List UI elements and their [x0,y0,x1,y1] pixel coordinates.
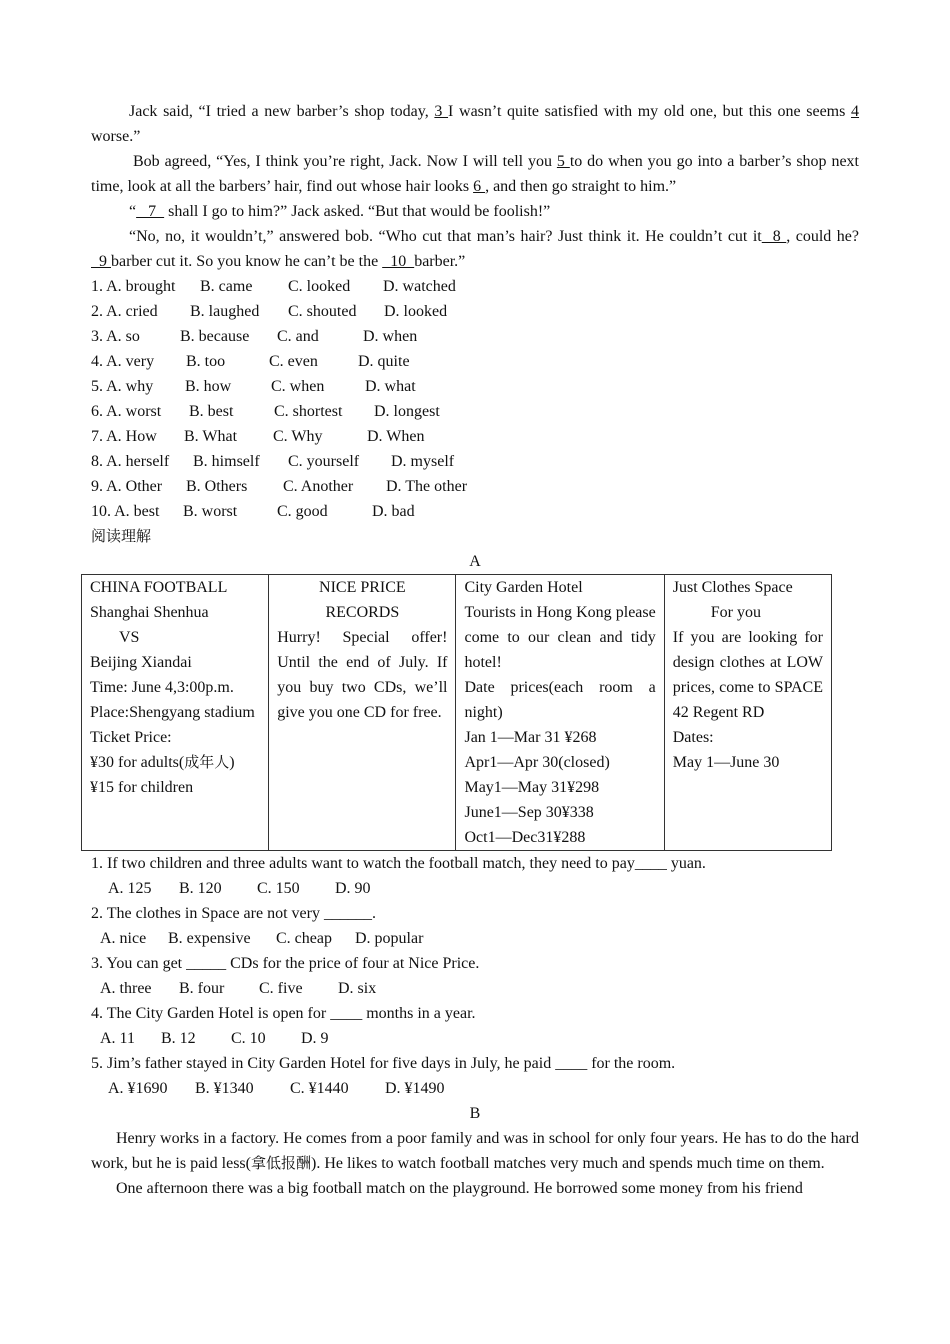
cloze-paragraph-4: “No, no, it wouldn’t,” answered bob. “Who cut that man’s hair? Just think it. He couldn’t cut it 8 , could he? 9 barber cut it. So you know he can’t be the 10 barber.” [91,228,860,270]
blank-8: 8 [761,228,787,245]
question-4: 4. The City Garden Hotel is open for ____ months in a year. [91,1005,476,1022]
document-page [91,99,859,1201]
option-row-8: 8. A. herself B. himself C. yourself D. myself [91,453,455,470]
blank-10: 10 [382,253,415,270]
blank-3: 3 [434,103,449,120]
ad-hotel: City Garden Hotel Tourists in Hong Kong please come to our clean and tidy hotel! Date prices(each room a night) Jan 1—Mar 31 ¥268 Apr1—Apr 30(closed) May1—May 31¥298 June1—Sep 30¥338 Oct1—Dec31¥288 [456,575,664,851]
ad-clothes: Just Clothes Space For you If you are looking for design clothes at LOW prices, come to SPACE 42 Regent RD Dates: May 1—June 30 [664,575,831,851]
ads-table [81,574,832,851]
option-row-2: 2. A. cried B. laughed C. shouted D. looked [91,303,448,320]
ad-records: NICE PRICE RECORDS Hurry! Special offer! Until the end of July. If you buy two CDs, we’ll give you one CD for free. [269,575,456,851]
blank-4: 4 [851,103,860,120]
blank-9: 9 [91,253,111,270]
option-row-9: 9. A. Other B. Others C. Another D. The other [91,478,468,495]
questions-a [91,851,859,1101]
option-row-6: 6. A. worst B. best C. shortest D. longest [91,403,440,420]
option-row-10: 10. A. best B. worst C. good D. bad [91,503,415,520]
blank-5: 5 [556,153,570,170]
question-3: 3. You can get _____ CDs for the price of four at Nice Price. [91,955,480,972]
option-row-1: 1. A. brought B. came C. looked D. watched [91,278,456,295]
question-5-options: A. ¥1690 B. ¥1340 C. ¥1440 D. ¥1490 [108,1080,445,1097]
passage-b-paragraph-1: Henry works in a factory. He comes from a poor family and was in school for only four years. He has to do the hard work, but he is paid less(拿低报酬). He likes to watch football matches very much and spends much time on them. [91,1130,859,1172]
section-b-label: B [469,1105,481,1122]
cloze-options [91,274,859,524]
cloze-paragraph-2: Bob agreed, “Yes, I think you’re right, Jack. Now I will tell you 5 to do when you go into a barber’s shop next time, look at all the barbers’ hair, find out whose hair looks 6 , and then go straight to him.” [91,153,860,195]
option-row-5: 5. A. why B. how C. when D. what [91,378,416,395]
section-a-label: A [469,553,481,570]
blank-6: 6 [473,178,486,195]
question-4-options: A. 11 B. 12 C. 10 D. 9 [100,1030,329,1047]
option-row-4: 4. A. very B. too C. even D. quite [91,353,410,370]
question-2-options: A. nice B. expensive C. cheap D. popular [100,930,424,947]
option-row-7: 7. A. How B. What C. Why D. When [91,428,425,445]
question-5: 5. Jim’s father stayed in City Garden Hotel for five days in July, he paid ____ for the room. [91,1055,676,1072]
ad-football: CHINA FOOTBALL Shanghai Shenhua VS Beijing Xiandai Time: June 4,3:00p.m. Place:Shengyang stadium Ticket Price: ¥30 for adults(成年人) ¥15 for children [82,575,269,851]
blank-7: 7 [136,203,165,220]
question-2: 2. The clothes in Space are not very ______. [91,905,376,922]
cloze-paragraph-1: Jack said, “I tried a new barber’s shop today, 3 I wasn’t quite satisfied with my old one, but this one seems 4 worse.” [91,103,860,145]
reading-heading: 阅读理解 [91,527,152,545]
option-row-3: 3. A. so B. because C. and D. when [91,328,418,345]
passage-b-paragraph-2: One afternoon there was a big football match on the playground. He borrowed some money from his friend [116,1180,803,1197]
question-3-options: A. three B. four C. five D. six [100,980,377,997]
question-1: 1. If two children and three adults want to watch the football match, they need to pay____ yuan. [91,855,706,872]
cloze-paragraph-3: “ 7 shall I go to him?” Jack asked. “But that would be foolish!” [129,203,551,220]
question-1-options: A. 125 B. 120 C. 150 D. 90 [108,880,371,897]
